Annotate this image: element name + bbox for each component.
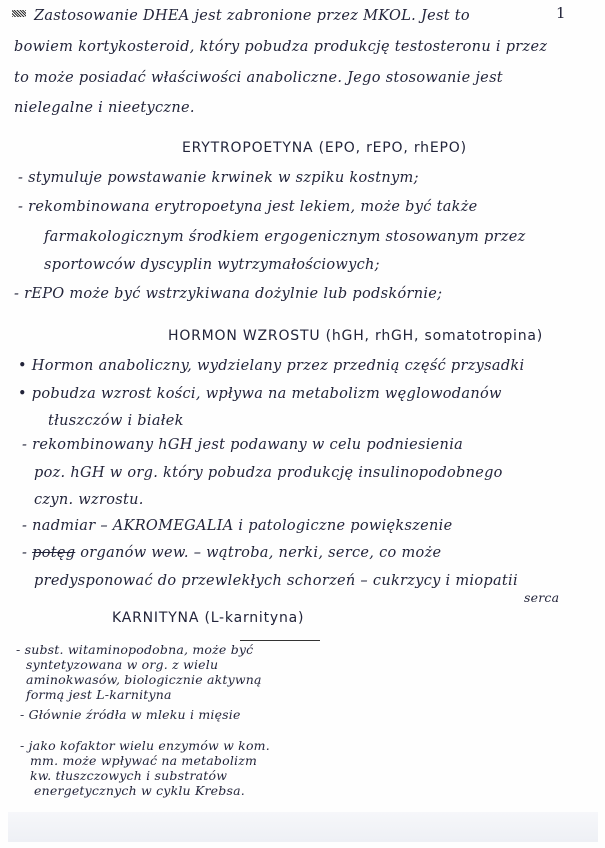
list-item: - potęg organów wew. – wątroba, nerki, serce, co może bbox=[22, 545, 442, 561]
intro-line: Zastosowanie DHEA jest zabronione przez MKOL. Jest to bbox=[34, 8, 470, 24]
list-item-continuation: tłuszczów i białek bbox=[48, 413, 184, 429]
list-item-continuation: formą jest L-karnityna bbox=[26, 687, 172, 702]
list-item-continuation: sportowców dyscyplin wytrzymałościowych; bbox=[44, 257, 380, 273]
section-heading-carnitine: KARNITYNA (L-karnityna) bbox=[112, 610, 305, 626]
list-item-continuation: predysponować do przewlekłych schorzeń – cukrzycy i miopatii bbox=[34, 573, 518, 589]
page-number: 1 bbox=[556, 4, 566, 22]
list-item-continuation: energetycznych w cyklu Krebsa. bbox=[34, 783, 245, 798]
struck-word: potęg bbox=[32, 545, 76, 561]
section-heading-epo: ERYTROPOETYNA (EPO, rEPO, rhEPO) bbox=[182, 140, 467, 156]
list-item-continuation: farmakologicznym środkiem ergogenicznym stosowanym przez bbox=[44, 229, 526, 245]
list-item-continuation: poz. hGH w org. który pobudza produkcję insulinopodobnego bbox=[34, 465, 503, 481]
scan-edge-shadow bbox=[8, 812, 598, 842]
list-item: - rekombinowany hGH jest podawany w celu podniesienia bbox=[22, 437, 464, 453]
list-item: - subst. witaminopodobna, może być bbox=[16, 642, 254, 657]
list-item: • Hormon anaboliczny, wydzielany przez przednią część przysadki bbox=[18, 358, 525, 374]
list-item-continuation: serca bbox=[524, 590, 560, 605]
list-item: - nadmiar – AKROMEGALIA i patologiczne powiększenie bbox=[22, 518, 453, 534]
list-item: • pobudza wzrost kości, wpływa na metabolizm węglowodanów bbox=[18, 386, 502, 402]
list-item-continuation: czyn. wzrostu. bbox=[34, 492, 144, 508]
intro-line: to może posiadać właściwości anaboliczne. Jego stosowanie jest bbox=[14, 70, 503, 86]
list-item: - stymuluje powstawanie krwinek w szpiku kostnym; bbox=[18, 170, 419, 186]
list-item: - Głównie źródła w mleku i mięsie bbox=[20, 707, 241, 722]
list-item-continuation: syntetyzowana w org. z wielu bbox=[26, 657, 219, 672]
heading-underline bbox=[240, 640, 320, 641]
section-heading-growth-hormone: HORMON WZROSTU (hGH, rhGH, somatotropina) bbox=[168, 328, 544, 344]
list-item-continuation: mm. może wpływać na metabolizm bbox=[30, 753, 258, 768]
scribbled-mark bbox=[12, 10, 26, 17]
intro-line: bowiem kortykosteroid, który pobudza produkcję testosteronu i przez bbox=[14, 39, 548, 55]
list-item-continuation: aminokwasów, biologicznie aktywną bbox=[26, 672, 262, 687]
list-item-continuation: kw. tłuszczowych i substratów bbox=[30, 768, 228, 783]
list-item: - rEPO może być wstrzykiwana dożylnie lub podskórnie; bbox=[14, 286, 443, 302]
intro-line: nielegalne i nieetyczne. bbox=[14, 100, 195, 116]
list-item: - jako kofaktor wielu enzymów w kom. bbox=[20, 738, 270, 753]
list-item: - rekombinowana erytropoetyna jest lekiem, może być także bbox=[18, 199, 478, 215]
